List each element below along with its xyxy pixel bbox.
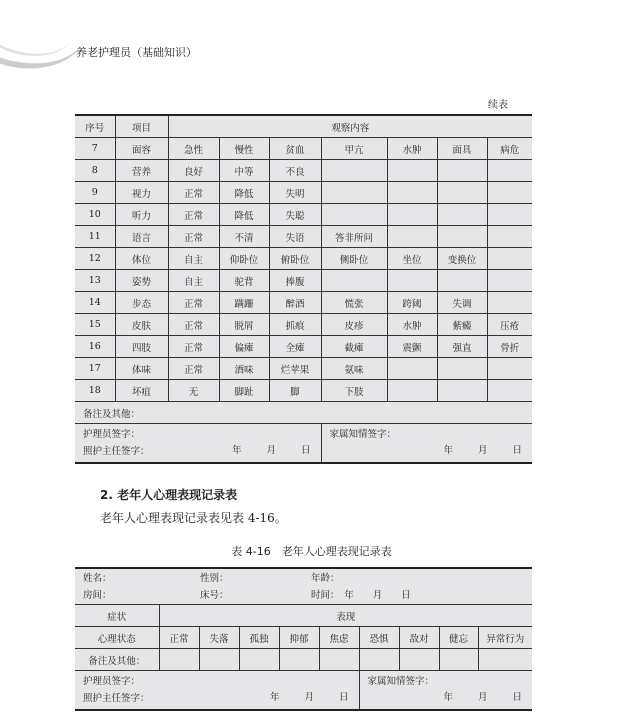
state-option: 健忘 xyxy=(439,627,478,649)
table-cell: 正常 xyxy=(168,182,219,204)
table-cell: 跨阈 xyxy=(387,292,437,314)
table-cell xyxy=(387,160,437,182)
table-cell: 全瘫 xyxy=(269,336,321,358)
table-cell: 8 xyxy=(75,160,115,182)
patient-info xyxy=(75,568,532,605)
table-cell: 面具 xyxy=(437,138,487,160)
table-cell xyxy=(321,270,387,292)
table-cell: 偏瘫 xyxy=(219,336,269,358)
table-cell: 体位 xyxy=(115,248,168,270)
remarks-cell xyxy=(439,649,478,671)
remarks-cell xyxy=(359,649,399,671)
header-cell: 观察内容 xyxy=(168,115,532,138)
table-cell: 失语 xyxy=(269,226,321,248)
table-cell: 抓痕 xyxy=(269,314,321,336)
table-cell: 正常 xyxy=(168,226,219,248)
row-label: 心理状态 xyxy=(75,627,159,649)
table-cell: 仰卧位 xyxy=(219,248,269,270)
table-cell: 皮肤 xyxy=(115,314,168,336)
remarks-cell xyxy=(319,649,359,671)
observation-table xyxy=(75,114,532,464)
table-cell: 慢性 xyxy=(219,138,269,160)
family-signature-cell xyxy=(359,671,532,711)
table-cell: 四肢 xyxy=(115,336,168,358)
table-cell xyxy=(387,358,437,380)
table-cell xyxy=(437,380,487,402)
table-cell xyxy=(321,182,387,204)
table-cell: 自主 xyxy=(168,270,219,292)
table-cell: 14 xyxy=(75,292,115,314)
table-cell: 视力 xyxy=(115,182,168,204)
table-cell: 降低 xyxy=(219,204,269,226)
time-label: 时间： 年 月 日 xyxy=(311,590,411,601)
name-label: 姓名： xyxy=(83,573,112,584)
table-cell xyxy=(387,270,437,292)
table-cell: 体味 xyxy=(115,358,168,380)
table-cell xyxy=(387,380,437,402)
table-row xyxy=(75,160,532,182)
table-cell: 脱屑 xyxy=(219,314,269,336)
director-sign-label: 照护主任签字： xyxy=(83,446,150,457)
table-row xyxy=(75,314,532,336)
table-cell xyxy=(387,204,437,226)
table-cell: 震颤 xyxy=(387,336,437,358)
continued-label: 续表 xyxy=(488,100,508,111)
table-cell: 良好 xyxy=(168,160,219,182)
table-cell: 营养 xyxy=(115,160,168,182)
table-cell: 坐位 xyxy=(387,248,437,270)
table-cell: 语言 xyxy=(115,226,168,248)
table-cell: 失明 xyxy=(269,182,321,204)
table-cell: 降低 xyxy=(219,182,269,204)
table-cell: 不清 xyxy=(219,226,269,248)
state-option: 焦虑 xyxy=(319,627,359,649)
table-cell: 7 xyxy=(75,138,115,160)
table-row xyxy=(75,380,532,402)
date-label: 年 月 日 xyxy=(231,445,311,456)
table-cell xyxy=(487,204,532,226)
header-cell: 项目 xyxy=(115,115,168,138)
remarks-cell xyxy=(279,649,319,671)
table-cell: 脚 xyxy=(269,380,321,402)
header-cell: 序号 xyxy=(75,115,115,138)
state-option: 恐惧 xyxy=(359,627,399,649)
table-cell xyxy=(321,160,387,182)
table-cell: 步态 xyxy=(115,292,168,314)
table-cell xyxy=(487,248,532,270)
table-cell: 变换位 xyxy=(437,248,487,270)
table-cell: 10 xyxy=(75,204,115,226)
table-row xyxy=(75,248,532,270)
table-cell xyxy=(487,226,532,248)
remarks-label: 备注及其他： xyxy=(75,649,159,671)
table-cell: 正常 xyxy=(168,314,219,336)
state-option: 异常行为 xyxy=(478,627,532,649)
state-option: 敌对 xyxy=(399,627,439,649)
table-row xyxy=(75,182,532,204)
table-row xyxy=(75,204,532,226)
table-cell xyxy=(487,380,532,402)
table-row xyxy=(75,358,532,380)
table-cell: 9 xyxy=(75,182,115,204)
table-cell: 坏疽 xyxy=(115,380,168,402)
psych-table xyxy=(75,567,532,711)
table-cell xyxy=(487,160,532,182)
bed-label: 床号： xyxy=(200,590,229,601)
table-cell xyxy=(387,226,437,248)
family-signature-cell xyxy=(321,424,532,464)
table-cell xyxy=(387,182,437,204)
table-cell: 侧卧位 xyxy=(321,248,387,270)
table-row xyxy=(75,336,532,358)
table-cell: 俯卧位 xyxy=(269,248,321,270)
remarks-cell xyxy=(159,649,199,671)
table-row xyxy=(75,138,532,160)
state-option: 正常 xyxy=(159,627,199,649)
state-option: 抑郁 xyxy=(279,627,319,649)
table-cell: 驼背 xyxy=(219,270,269,292)
date-label: 年 月 日 xyxy=(269,692,349,703)
table-cell: 不良 xyxy=(269,160,321,182)
table-row xyxy=(75,292,532,314)
state-option: 孤独 xyxy=(239,627,279,649)
table-cell: 面容 xyxy=(115,138,168,160)
date-label: 年 月 日 xyxy=(443,445,523,456)
table-cell: 压疮 xyxy=(487,314,532,336)
table-cell: 皮疹 xyxy=(321,314,387,336)
table-cell: 水肿 xyxy=(387,314,437,336)
table-cell xyxy=(437,358,487,380)
table-cell: 无 xyxy=(168,380,219,402)
table-header-row xyxy=(75,115,532,138)
table-cell: 听力 xyxy=(115,204,168,226)
table-cell: 骨折 xyxy=(487,336,532,358)
table-cell xyxy=(487,358,532,380)
performance-header: 表现 xyxy=(159,605,532,627)
remarks-cell xyxy=(478,649,532,671)
date-label: 年 月 日 xyxy=(443,692,523,703)
remarks-label: 备注及其他： xyxy=(75,402,532,424)
table-cell: 失调 xyxy=(437,292,487,314)
table-cell: 水肿 xyxy=(387,138,437,160)
table-cell: 11 xyxy=(75,226,115,248)
table-cell: 正常 xyxy=(168,358,219,380)
table-cell: 12 xyxy=(75,248,115,270)
table-cell: 姿势 xyxy=(115,270,168,292)
table-cell xyxy=(437,204,487,226)
table-cell: 酒味 xyxy=(219,358,269,380)
symptom-header: 症状 xyxy=(75,605,159,627)
section-heading: 2. 老年人心理表现记录表 xyxy=(100,488,238,502)
running-title: 养老护理员（基础知识） xyxy=(76,46,197,59)
table-cell: 18 xyxy=(75,380,115,402)
room-label: 房间： xyxy=(83,590,112,601)
state-option: 失落 xyxy=(199,627,239,649)
age-label: 年龄： xyxy=(311,573,340,584)
table-row xyxy=(75,270,532,292)
table-cell: 下肢 xyxy=(321,380,387,402)
staff-signature-cell xyxy=(75,671,359,711)
table-cell: 截瘫 xyxy=(321,336,387,358)
table-cell: 正常 xyxy=(168,204,219,226)
table-cell: 烂苹果 xyxy=(269,358,321,380)
staff-signature-cell xyxy=(75,424,321,464)
table-cell: 急性 xyxy=(168,138,219,160)
table-cell: 蹒跚 xyxy=(219,292,269,314)
table-cell: 13 xyxy=(75,270,115,292)
table-cell xyxy=(437,160,487,182)
table-cell xyxy=(487,292,532,314)
gender-label: 性别： xyxy=(200,573,229,584)
table-cell: 正常 xyxy=(168,292,219,314)
table-cell xyxy=(487,270,532,292)
table-cell: 紫癜 xyxy=(437,314,487,336)
table-cell xyxy=(487,182,532,204)
table-row xyxy=(75,226,532,248)
table-cell xyxy=(437,270,487,292)
table-cell: 捧腹 xyxy=(269,270,321,292)
table-cell: 15 xyxy=(75,314,115,336)
table-cell xyxy=(437,226,487,248)
table-cell: 氨味 xyxy=(321,358,387,380)
table-cell: 强直 xyxy=(437,336,487,358)
table-cell: 失聪 xyxy=(269,204,321,226)
nurse-sign-label: 护理员签字： xyxy=(83,429,141,440)
remarks-cell xyxy=(199,649,239,671)
table-cell: 醉酒 xyxy=(269,292,321,314)
table-cell: 贫血 xyxy=(269,138,321,160)
table-cell: 中等 xyxy=(219,160,269,182)
table-cell: 脚趾 xyxy=(219,380,269,402)
table-cell xyxy=(321,204,387,226)
table-cell xyxy=(437,182,487,204)
table-cell: 16 xyxy=(75,336,115,358)
remarks-cell xyxy=(239,649,279,671)
nurse-sign-label: 护理员签字： xyxy=(83,676,141,687)
table-cell: 17 xyxy=(75,358,115,380)
table-cell: 甲亢 xyxy=(321,138,387,160)
table-cell: 病危 xyxy=(487,138,532,160)
remarks-cell xyxy=(399,649,439,671)
director-sign-label: 照护主任签字： xyxy=(83,693,150,704)
family-sign-label: 家属知情签字： xyxy=(329,429,397,440)
table-cell: 正常 xyxy=(168,336,219,358)
family-sign-label: 家属知情签字： xyxy=(367,676,435,687)
section-text: 老年人心理表现记录表见表 4-16。 xyxy=(100,511,287,525)
table-cell: 慌张 xyxy=(321,292,387,314)
table-cell: 自主 xyxy=(168,248,219,270)
table-caption: 表 4-16 老年人心理表现记录表 xyxy=(231,545,392,558)
table-cell: 答非所问 xyxy=(321,226,387,248)
